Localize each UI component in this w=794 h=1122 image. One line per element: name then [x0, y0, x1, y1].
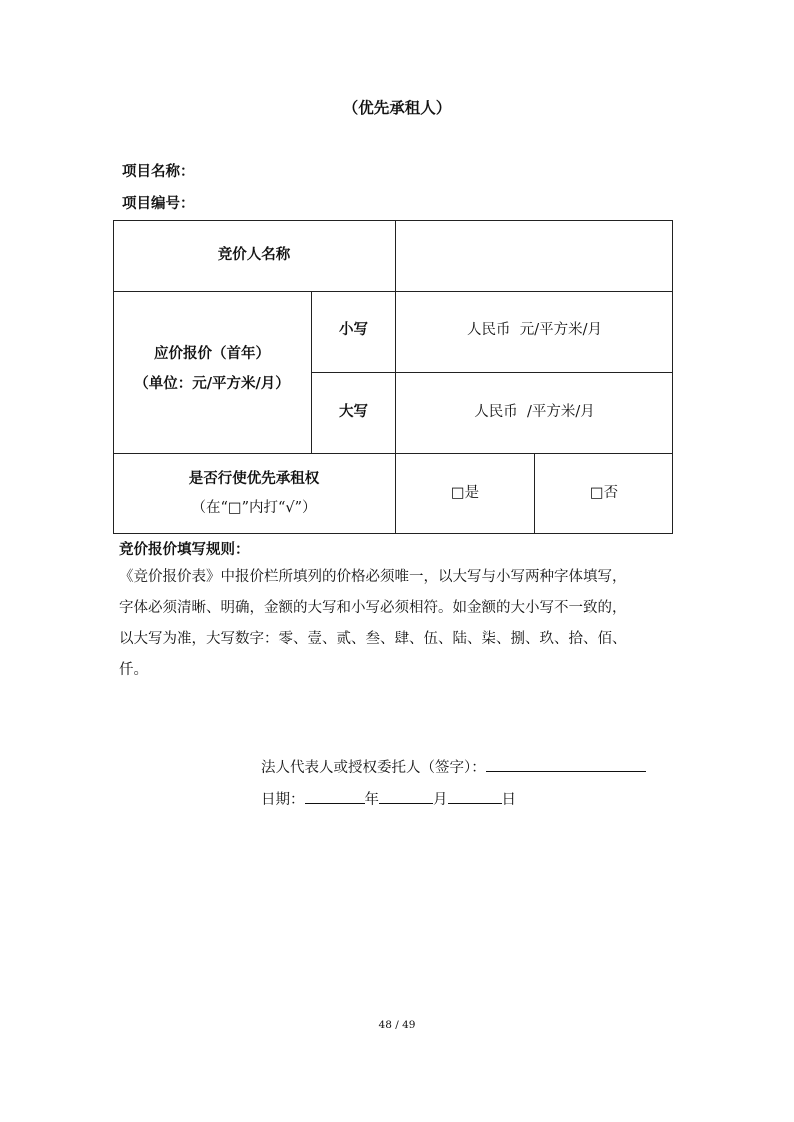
rules-text	[119, 562, 679, 686]
day-label: 日	[501, 792, 516, 808]
option-no-checkbox[interactable]: □否	[589, 485, 619, 501]
price-label-line2: （单位：元/平方米/月）	[134, 375, 290, 392]
price-label-line1: 应价报价（首年）	[154, 345, 270, 362]
rules-line: 字体必须清晰、明确，金额的大写和小写必须相符。如金额的大小写不一致的，	[119, 600, 627, 616]
month-label: 月	[433, 792, 448, 808]
table-col-divider	[311, 291, 312, 454]
date-day-field[interactable]	[448, 787, 502, 804]
table-row-divider	[113, 291, 673, 292]
rules-line: 以大写为准，大写数字：零、壹、贰、叁、肆、伍、陆、柒、捌、玖、拾、佰、	[119, 631, 627, 647]
page-title: （优先承租人）	[342, 98, 452, 117]
representative-label: 法人代表人或授权委托人（签字）：	[261, 760, 486, 776]
lowercase-label: 小写	[339, 321, 368, 338]
table-border-bottom	[113, 533, 673, 534]
bidder-name-label: 竞价人名称	[217, 246, 291, 263]
date-label: 日期：	[261, 792, 305, 808]
table-border-top	[113, 220, 673, 221]
exercise-right-label: 是否行使优先承租权	[188, 470, 320, 487]
signature-line[interactable]	[486, 755, 646, 772]
date-row	[261, 787, 516, 809]
rules-heading: 竞价报价填写规则：	[119, 541, 250, 558]
table-row-divider	[311, 372, 673, 373]
exercise-right-hint: （在“□”内打“√”）	[191, 500, 317, 516]
uppercase-price-field[interactable]: 人民币 /平方米/月	[474, 404, 595, 420]
project-name-label: 项目名称：	[122, 163, 195, 180]
rules-line: 仟。	[119, 662, 148, 678]
table-row-divider	[113, 453, 673, 454]
page-number: 48 / 49	[378, 1019, 416, 1031]
bid-table	[113, 220, 673, 534]
bidder-name-field[interactable]	[396, 243, 673, 263]
date-month-field[interactable]	[379, 787, 433, 804]
year-label: 年	[364, 792, 379, 808]
option-yes-checkbox[interactable]: □是	[450, 485, 480, 501]
lowercase-price-field[interactable]: 人民币 元/平方米/月	[467, 322, 602, 338]
project-number-label: 项目编号：	[122, 195, 195, 212]
signature-row	[261, 755, 646, 777]
rules-line: 《竞价报价表》中报价栏所填列的价格必须唯一，以大写与小写两种字体填写，	[119, 569, 627, 585]
uppercase-label: 大写	[339, 403, 368, 420]
date-year-field[interactable]	[305, 787, 365, 804]
